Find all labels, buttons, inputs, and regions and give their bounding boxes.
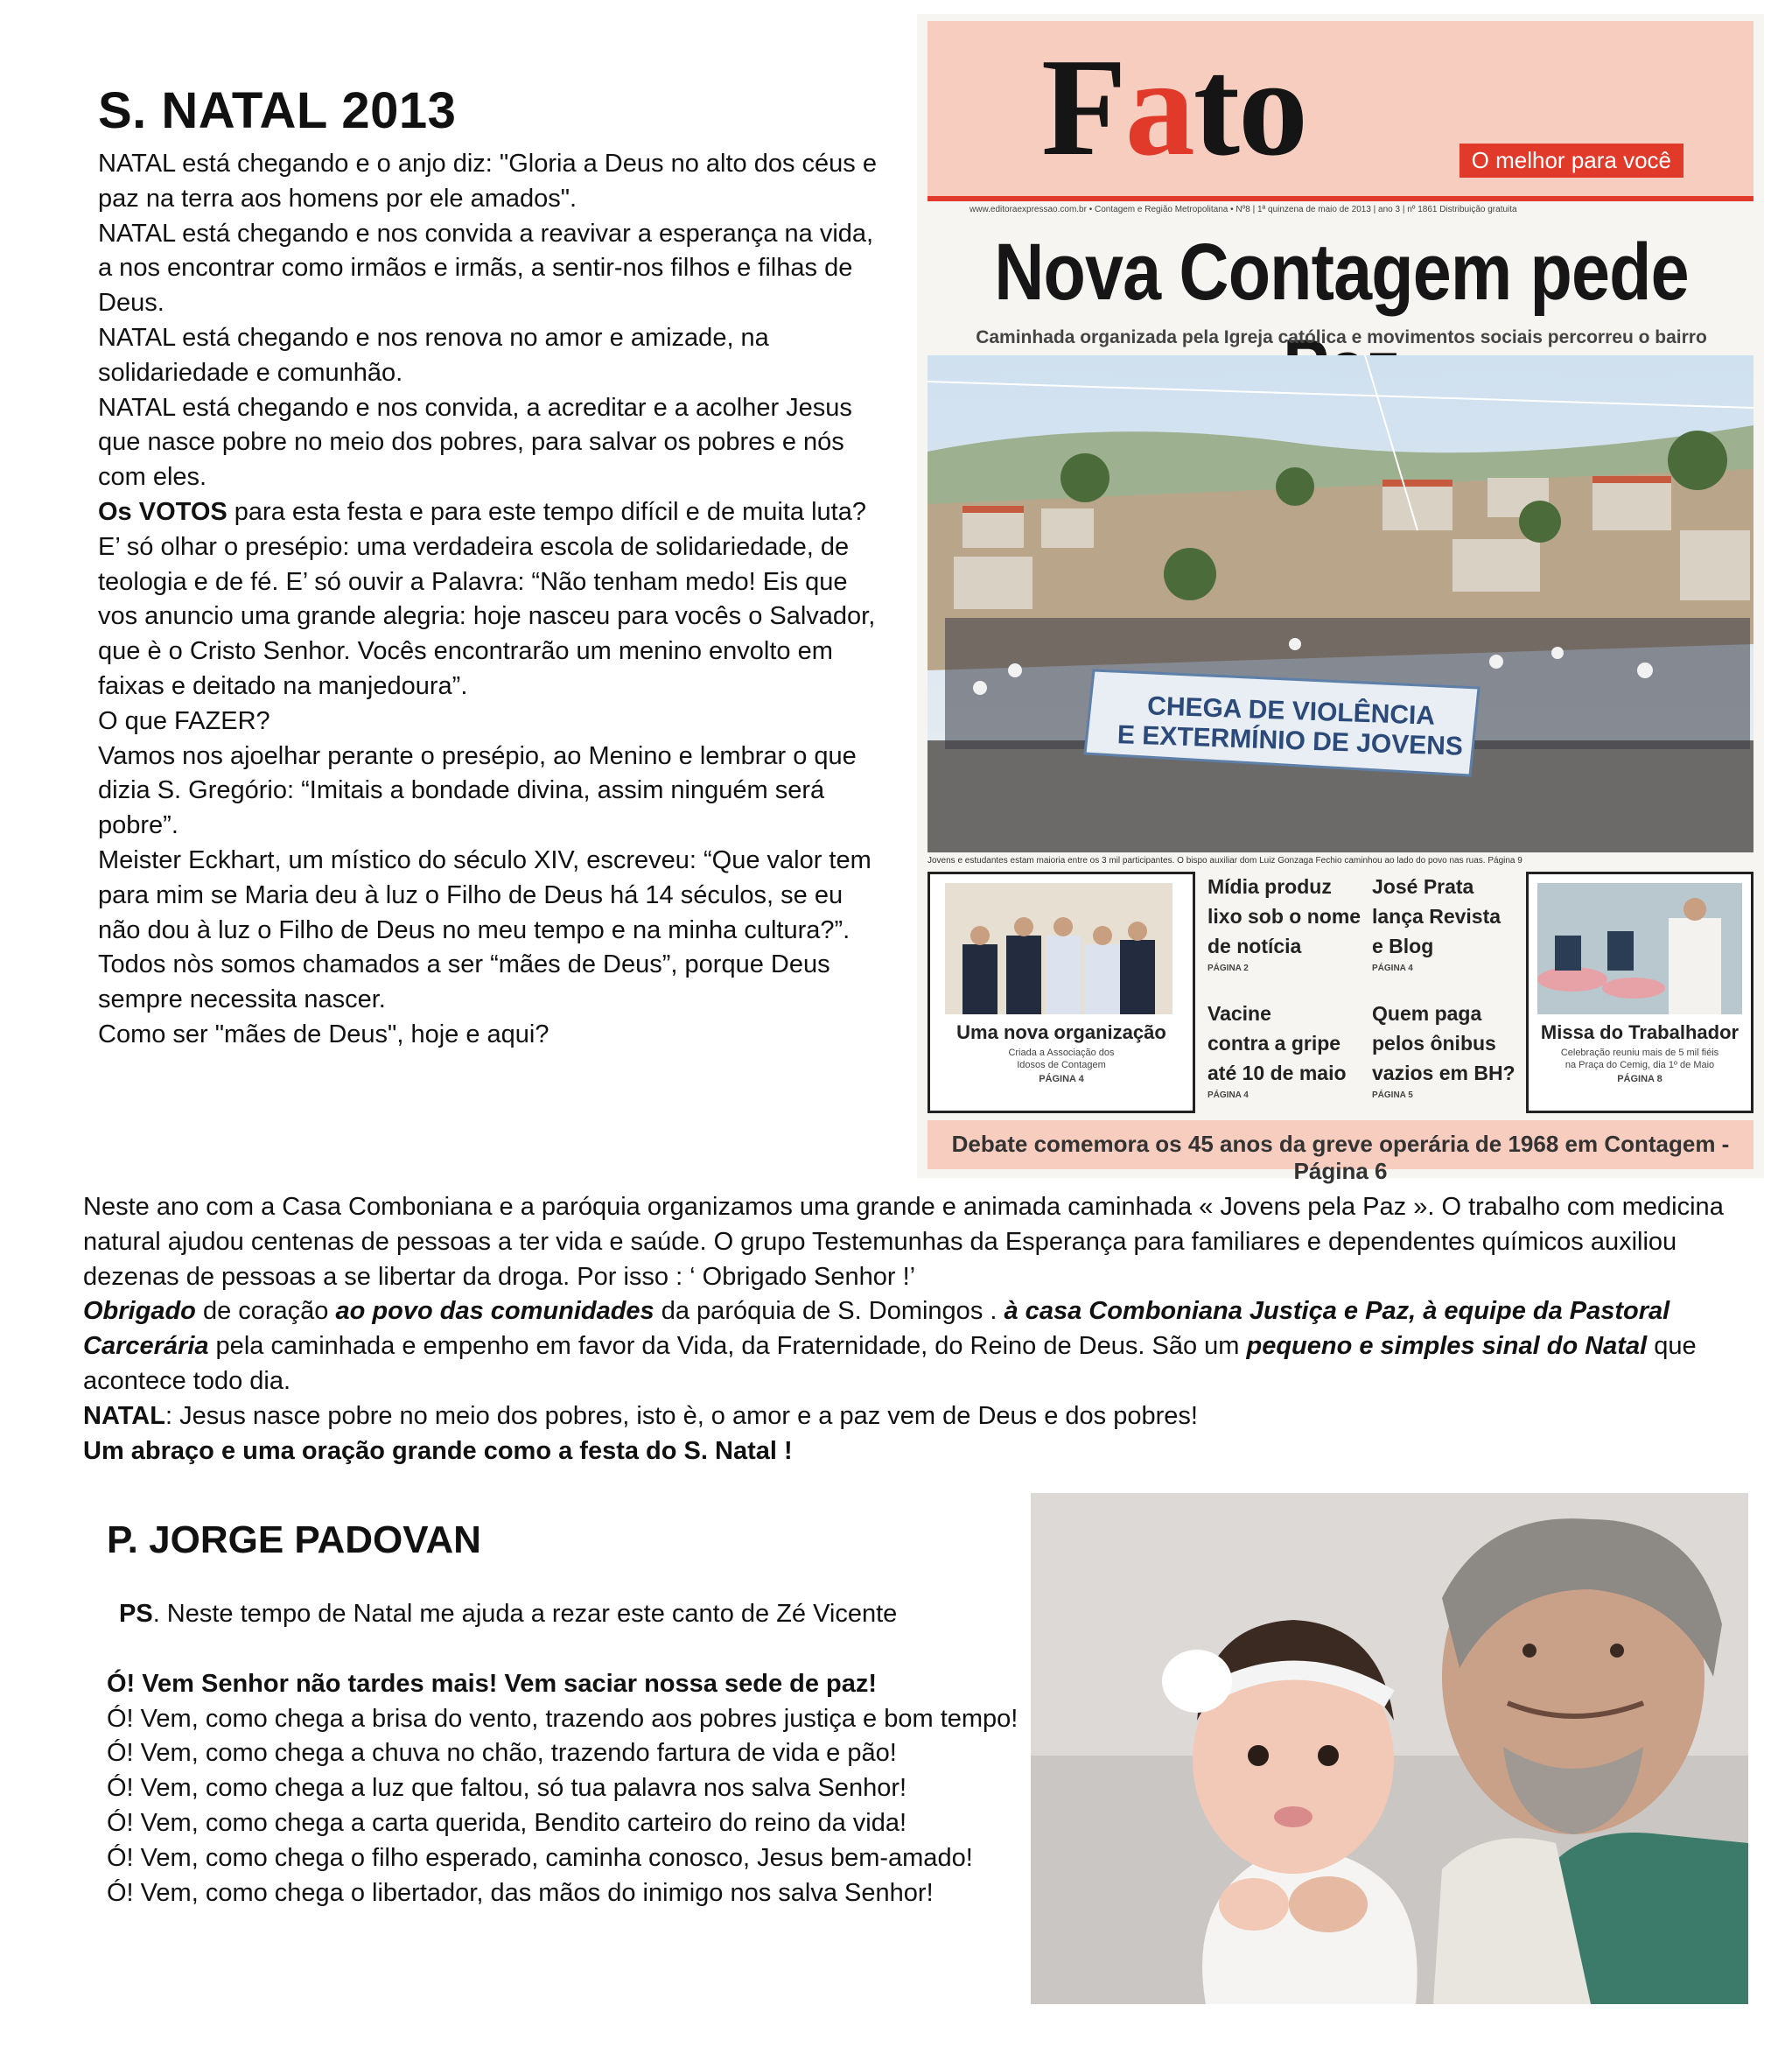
priest-with-baby-illustration [1031,1493,1748,2004]
thanks-paragraph [83,1294,1728,1399]
footer-headline: Debate comemora os 45 anos da greve operária de 1968 em Contagem - Página 6 [951,1131,1730,1184]
intro-paragraph [98,495,886,705]
signature: P. JORGE PADOVAN [107,1518,481,1561]
emphasis: pequeno e simples sinal do Natal [1246,1332,1648,1361]
story-onibus [1372,999,1516,1104]
story-jose-prata [1372,872,1501,977]
intro-paragraph: NATAL está chegando e o anjo diz: "Gloria a Deus no alto dos céus e paz na terra aos homens por ele amados". [98,150,877,213]
song-line: Ó! Vem, como chega o libertador, das mãos do inimigo nos salva Senhor! [107,1878,934,1907]
refrain-text: Ó! Vem Senhor não tardes mais! Vem saciar nossa sede de paz! [107,1669,878,1698]
song-line: Ó! Vem, como chega a chuva no chão, trazendo fartura de vida e pão! [107,1739,897,1768]
text: da paróquia de S. Domingos . [654,1297,1004,1326]
story-line: Mídia produz [1208,875,1332,898]
newspaper-cover [917,14,1764,1184]
thanks-section [83,1190,1728,1469]
story-midia [1208,872,1361,977]
closing-line [83,1434,1728,1469]
newspaper-footer [928,1120,1754,1184]
intro-paragraph-text: para esta festa e para este tempo difícil e de muita luta? E’ só olhar o presépio: uma verdadeira escola de solidariedade, de teologia e de fé. E’ só ouvir a Palavra: “Não tenham medo! Eis que vos anuncio uma grande alegria: hoje nasceu para vocês o Salvador, que è o Cristo Senhor. Vocês encontrarão um menino envolto em faixas e deitado na manjedoura”. [98,497,876,700]
story-line: vazios em BH? [1372,1062,1516,1084]
intro-paragraph: Vamos nos ajoelhar perante o presépio, ao Menino e lembrar o que dizia S. Gregório: “Imitais a bondade divina, assim ninguém será pobre”. [98,741,857,840]
group-photo [945,883,1172,1014]
newspaper-info-line: www.editoraexpressao.com.br • Contagem e Região Metropolitana • Nº8 | 1ª quinzena de maio de 2013 | ano 3 | nº 1861 Distribuição gratuita [970,205,1517,214]
emphasis: Obrigado [83,1297,196,1326]
story-page: PÁGINA 4 [1372,964,1413,973]
ps-line [107,1597,1034,1632]
teaser-subtitle: Celebração reuniu mais de 5 mil fiéis [1560,1048,1719,1058]
newspaper-headline: Nova Contagem pede [994,228,1689,317]
intro-paragraph: O que FAZER? [98,706,270,735]
teaser-subtitle: Idosos de Contagem [1017,1060,1106,1070]
story-line: contra a gripe [1208,1032,1341,1055]
page-title: S. NATAL 2013 [98,82,457,139]
intro-paragraph: NATAL está chegando e nos renova no amor e amizade, na solidariedade e comunhão. [98,323,769,387]
intro-text [98,147,886,1053]
story-line: até 10 de maio [1208,1062,1347,1084]
natal-line [83,1399,1728,1434]
closing-text: Um abraço e uma oração grande como a festa do S. Natal ! [83,1436,793,1465]
text: que acontece todo dia. [83,1332,1697,1395]
song-refrain [107,1667,1034,1702]
march-photo-illustration [928,355,1754,852]
text: : Jesus nasce pobre no meio dos pobres, isto è, o amor e a paz vem de Deus e dos pobres! [164,1401,1198,1430]
intro-paragraph: Como ser "mães de Deus", hoje e aqui? [98,1020,550,1048]
story-line: lança Revista [1372,905,1502,928]
song-line: Ó! Vem, como chega a carta querida, Bendito carteiro do reino da vida! [107,1808,907,1837]
text: de coração [195,1297,336,1326]
song-line: Ó! Vem, como chega a brisa do vento, trazendo aos pobres justiça e bom tempo! [107,1704,1018,1733]
story-line: lixo sob o nome [1208,905,1362,928]
story-page: PÁGINA 2 [1208,964,1249,973]
masthead-divider [928,196,1754,201]
teaser-page: PÁGINA 4 [1039,1074,1084,1084]
newspaper-teasers [928,872,1754,1117]
protest-banner [1115,691,1466,762]
song-line: Ó! Vem, como chega a luz que faltou, só tua palavra nos salva Senhor! [107,1774,907,1803]
story-line: Quem paga [1372,1002,1482,1025]
teaser-subtitle: na Praça do Cemig, dia 1º de Maio [1564,1060,1715,1070]
story-line: e Blog [1372,935,1434,957]
newspaper-logo [1041,29,1307,185]
text: . Neste tempo de Natal me ajuda a rezar este canto de Zé Vicente [152,1600,898,1628]
story-line: de notícia [1208,935,1302,957]
photo-caption: Jovens e estudantes estam maioria entre os 3 mil participantes. O bispo auxiliar dom Luiz Gonzaga Fechio caminhou ao lado do povo nas ruas. Página 9 [928,856,1522,866]
thanks-paragraph: Neste ano com a Casa Comboniana e a paróquia organizamos uma grande e animada caminhada « Jovens pela Paz ». O trabalho com medicina natural ajudou centenas de pessoas a ter vida e saúde. O grupo Testemunhas da Esperança para familiares e dependentes químicos auxiliou dezenas de pessoas a se libertar da droga. Por isso : ‘ Obrigado Senhor !’ [83,1193,1724,1291]
teaser-subtitle: Criada a Associação dos [1008,1048,1115,1058]
march-photo [928,355,1754,852]
teaser-title: Uma nova organização [956,1021,1166,1043]
song-section [107,1597,1034,1910]
mass-photo [1537,883,1742,1014]
logo-letters: to [1193,29,1307,185]
logo-letter-red: a [1124,29,1194,185]
portrait-photo [1031,1493,1748,2004]
intro-paragraph: NATAL está chegando e nos convida a reavivar a esperança na vida, a nos encontrar como irmãos e irmãs, a sentir-nos filhos e filhas de Deus. [98,219,874,318]
teaser-page: PÁGINA 8 [1617,1074,1662,1084]
story-page: PÁGINA 4 [1208,1090,1249,1100]
newspaper-subhead: Caminhada organizada pela Igreja católica e movimentos sociais percorreu o bairro [976,327,1707,347]
story-line: pelos ônibus [1372,1032,1496,1055]
intro-paragraph: Meister Eckhart, um místico do século XIV, escreveu: “Que valor tem para mim se Maria deu à luz o Filho de Deus há 14 séculos, se eu não dou à luz o Filho de Deus no meu tempo e na minha cultura?”. Todos nòs somos chamados a ser “mães de Deus”, porque Deus sempre necessita nascer. [98,845,872,1014]
story-vacine [1208,999,1347,1104]
newspaper-tagline: O melhor para você [1460,144,1684,178]
emphasis: à casa Comboniana Justiça e Paz, à equipe da Pastoral Carcerária [83,1297,1670,1361]
intro-section [98,81,886,1053]
teaser-box-left [928,872,1195,1113]
newspaper-masthead [928,21,1754,196]
banner-line: CHEGA DE VIOLÊNCIA [1146,691,1436,731]
emphasis: ao povo das comunidades [335,1297,654,1326]
text: pela caminhada e empenho em favor da Vida, da Fraternidade, do Reino de Deus. São um [208,1332,1247,1361]
song-line: Ó! Vem, como chega o filho esperado, caminha conosco, Jesus bem-amado! [107,1843,973,1872]
story-page: PÁGINA 5 [1372,1090,1413,1100]
teaser-title: Missa do Trabalhador [1540,1021,1740,1043]
natal-label: NATAL [83,1401,165,1430]
ps-label: PS [119,1600,153,1628]
story-line: José Prata [1372,875,1474,898]
votos-label: Os VOTOS [98,497,228,526]
banner-line: E EXTERMÍNIO DE JOVENS [1116,720,1464,761]
logo-letter: F [1041,29,1125,185]
story-line: Vacine [1208,1002,1271,1025]
teaser-box-right [1526,872,1754,1113]
intro-paragraph: NATAL está chegando e nos convida, a acreditar e a acolher Jesus que nasce pobre no meio dos pobres, para salvar os pobres e nós com eles. [98,393,852,492]
